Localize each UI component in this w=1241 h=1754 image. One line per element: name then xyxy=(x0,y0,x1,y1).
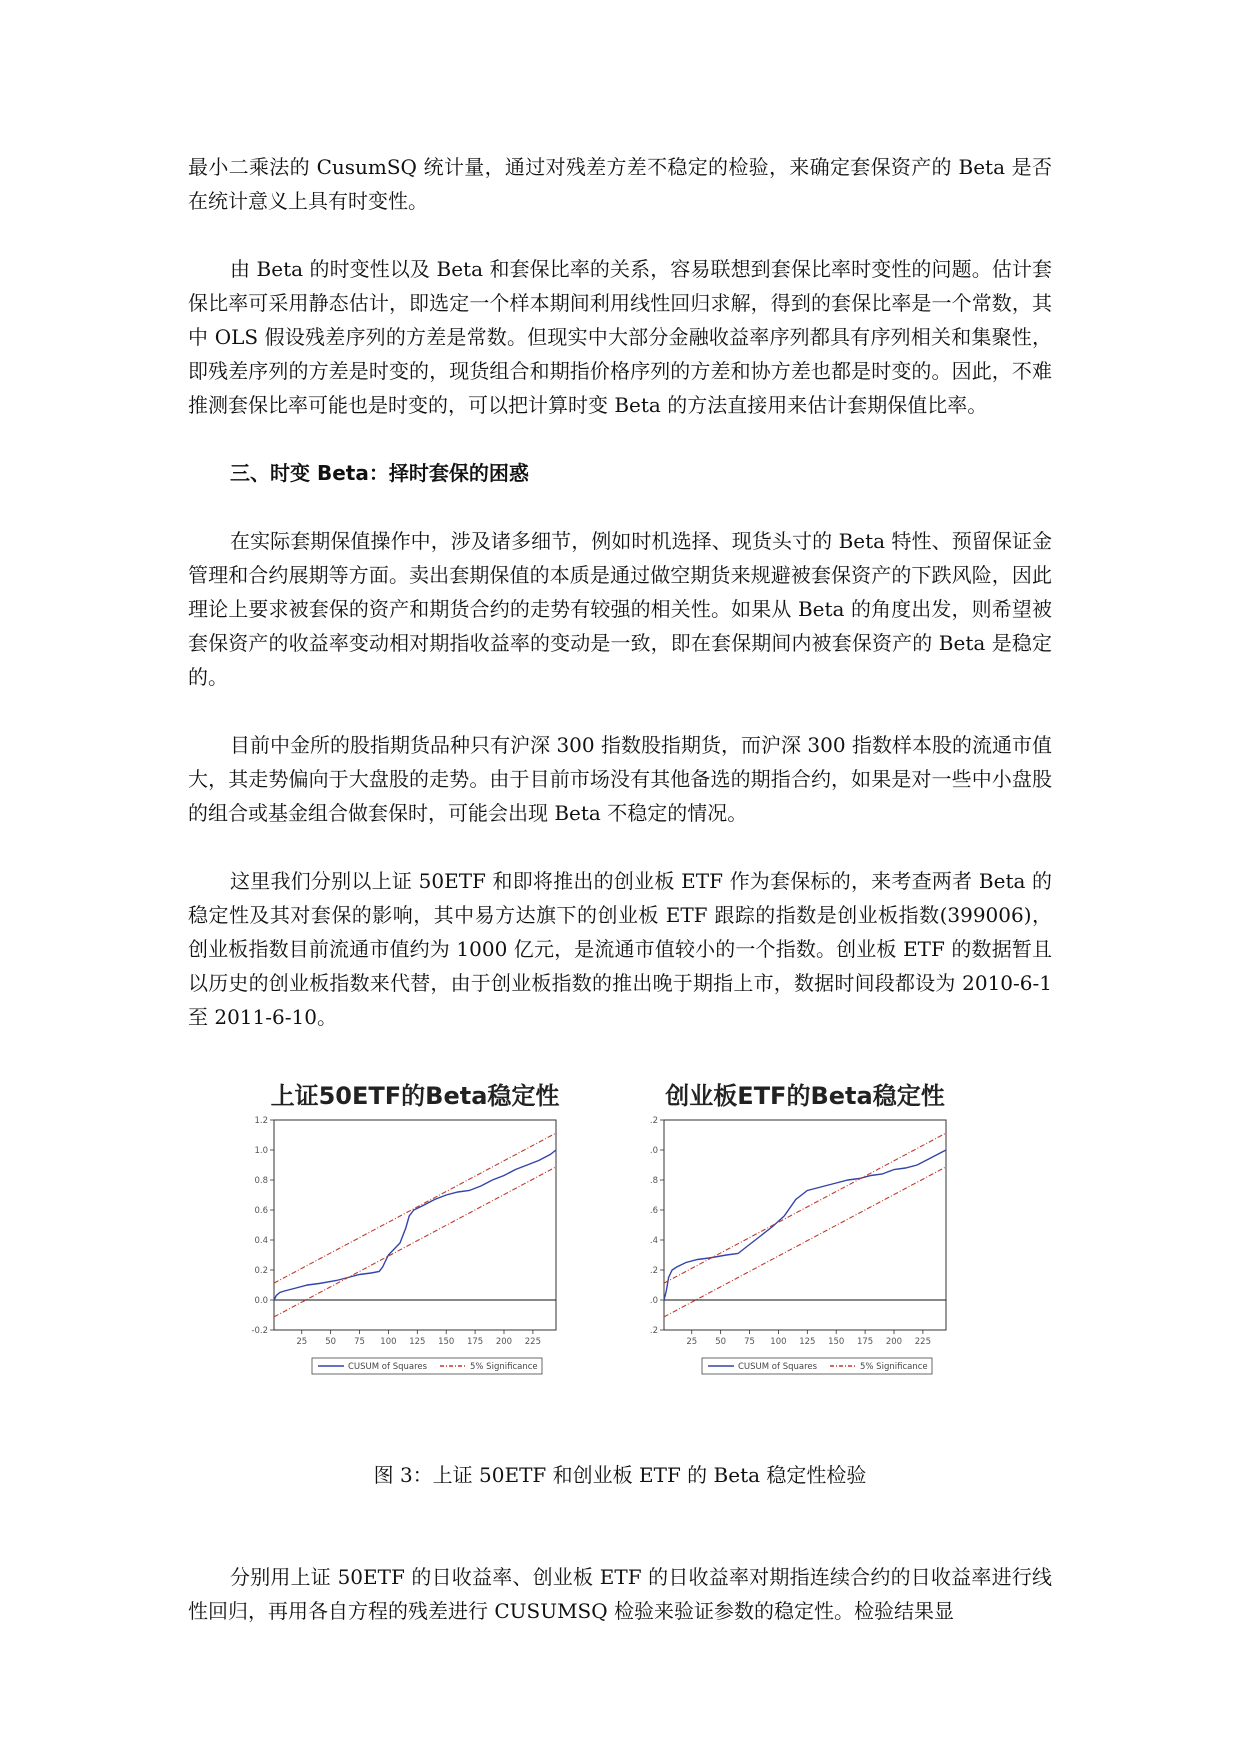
x-tick-label: 200 xyxy=(885,1337,903,1347)
paragraph-csi300-futures: 目前中金所的股指期货品种只有沪深 300 指数股指期货，而沪深 300 指数样本股的流通市值大，其走势偏向于大盘股的走势。由于目前市场没有其他备选的期指合约，如果是对一些中小盘股的组合或基金组合做套保时，可能会出现 Beta 不稳定的情况。 xyxy=(188,733,1052,825)
y-tick-label: 0.8 xyxy=(254,1176,268,1186)
x-tick-label: 100 xyxy=(770,1337,787,1347)
x-tick-label: 50 xyxy=(715,1337,727,1347)
y-tick-label: 1.0 xyxy=(254,1146,268,1156)
y-tick-label: 1.2 xyxy=(254,1116,268,1126)
paragraph-regression-test: 分别用上证 50ETF 的日收益率、创业板 ETF 的日收益率对期指连续合约的日收益率进行线性回归，再用各自方程的残差进行 CUSUMSQ 检验来验证参数的稳定性。检验结果显 xyxy=(188,1565,1052,1623)
legend-label: CUSUM of Squares xyxy=(348,1362,428,1372)
plot-frame xyxy=(664,1120,946,1330)
legend-label: CUSUM of Squares xyxy=(738,1362,818,1372)
legend-label: 5% Significance xyxy=(470,1362,538,1372)
y-tick-label: .6 xyxy=(649,1206,658,1216)
legend-label: 5% Significance xyxy=(860,1362,928,1372)
chart-title: 创业板ETF的Beta稳定性 xyxy=(665,1082,945,1110)
y-tick-label: .2 xyxy=(649,1116,658,1126)
y-tick-label: .4 xyxy=(649,1236,658,1246)
x-tick-label: 50 xyxy=(325,1337,337,1347)
chart-chinext-etf-svg xyxy=(638,1074,958,1392)
section-heading: 三、时变 Beta：择时套保的困惑 xyxy=(230,461,529,485)
chart-sse50etf xyxy=(248,1074,568,1392)
y-tick-label: 0.0 xyxy=(254,1296,268,1306)
x-tick-label: 150 xyxy=(828,1337,845,1347)
x-tick-label: 75 xyxy=(354,1337,365,1347)
x-tick-label: 150 xyxy=(438,1337,455,1347)
paragraph-hedging-practice: 在实际套期保值操作中，涉及诸多细节，例如时机选择、现货头寸的 Beta 特性、预留保证金管理和合约展期等方面。卖出套期保值的本质是通过做空期货来规避被套保资产的下跌风险，因此理论上要求被套保的资产和期货合约的走势有较强的相关性。如果从 Beta 的角度出发，则希望被套保资产的收益率变动相对期指收益率的变动是一致，即在套保期间内被套保资产的 Beta 是稳定的。 xyxy=(188,529,1052,689)
figure-beta-stability xyxy=(188,1074,1052,1454)
x-tick-label: 100 xyxy=(380,1337,397,1347)
x-tick-label: 200 xyxy=(495,1337,513,1347)
y-tick-label: 0.4 xyxy=(254,1236,268,1246)
x-tick-label: 175 xyxy=(466,1337,484,1347)
chart-sse50etf-svg xyxy=(248,1074,568,1392)
paragraph-cusumsq-intro: 最小二乘法的 CusumSQ 统计量，通过对残差方差不稳定的检验，来确定套保资产的 Beta 是否在统计意义上具有时变性。 xyxy=(188,155,1052,213)
y-tick-label: .8 xyxy=(649,1176,658,1186)
x-tick-label: 225 xyxy=(524,1337,542,1347)
x-tick-label: 225 xyxy=(914,1337,932,1347)
x-tick-label: 175 xyxy=(856,1337,874,1347)
y-tick-label: 0.2 xyxy=(254,1266,268,1276)
chart-title: 上证50ETF的Beta稳定性 xyxy=(270,1082,560,1110)
y-tick-label: 0.6 xyxy=(254,1206,268,1216)
y-tick-label: -0.2 xyxy=(251,1326,268,1336)
chart-legend xyxy=(702,1358,932,1374)
plot-frame xyxy=(274,1120,556,1330)
x-tick-label: 125 xyxy=(409,1337,426,1347)
x-tick-label: 25 xyxy=(686,1337,698,1347)
chart-legend xyxy=(312,1358,542,1374)
figure-caption: 图 3：上证 50ETF 和创业板 ETF 的 Beta 稳定性检验 xyxy=(373,1463,867,1487)
x-tick-label: 75 xyxy=(744,1337,755,1347)
x-tick-label: 125 xyxy=(799,1337,816,1347)
y-tick-label: .2 xyxy=(649,1266,658,1276)
chart-chinext-etf xyxy=(638,1074,958,1392)
y-tick-label: .2 xyxy=(649,1326,658,1336)
paragraph-hedge-ratio: 由 Beta 的时变性以及 Beta 和套保比率的关系，容易联想到套保比率时变性的问题。估计套保比率可采用静态估计，即选定一个样本期间利用线性回归求解，得到的套保比率是一个常数，其中 OLS 假设残差序列的方差是常数。但现实中大部分金融收益率序列都具有序列相关和集聚性，即残差序列的方差是时变的，现货组合和期指价格序列的方差和协方差也都是时变的。因此，不难推测套保比率可能也是时变的，可以把计算时变 Beta 的方法直接用来估计套期保值比率。 xyxy=(188,257,1052,417)
x-tick-label: 25 xyxy=(296,1337,308,1347)
y-tick-label: .0 xyxy=(649,1146,658,1156)
document-page xyxy=(188,150,1052,1628)
y-tick-label: .0 xyxy=(649,1296,658,1306)
paragraph-etf-targets: 这里我们分别以上证 50ETF 和即将推出的创业板 ETF 作为套保标的，来考查两者 Beta 的稳定性及其对套保的影响，其中易方达旗下的创业板 ETF 跟踪的指数是创业板指数(399006)，创业板指数目前流通市值约为 1000 亿元，是流通市值较小的一个指数。创业板 ETF 的数据暂且以历史的创业板指数来代替，由于创业板指数的推出晚于期指上市，数据时间段都设为 2010-6-1 至 2011-6-10。 xyxy=(188,869,1052,1029)
